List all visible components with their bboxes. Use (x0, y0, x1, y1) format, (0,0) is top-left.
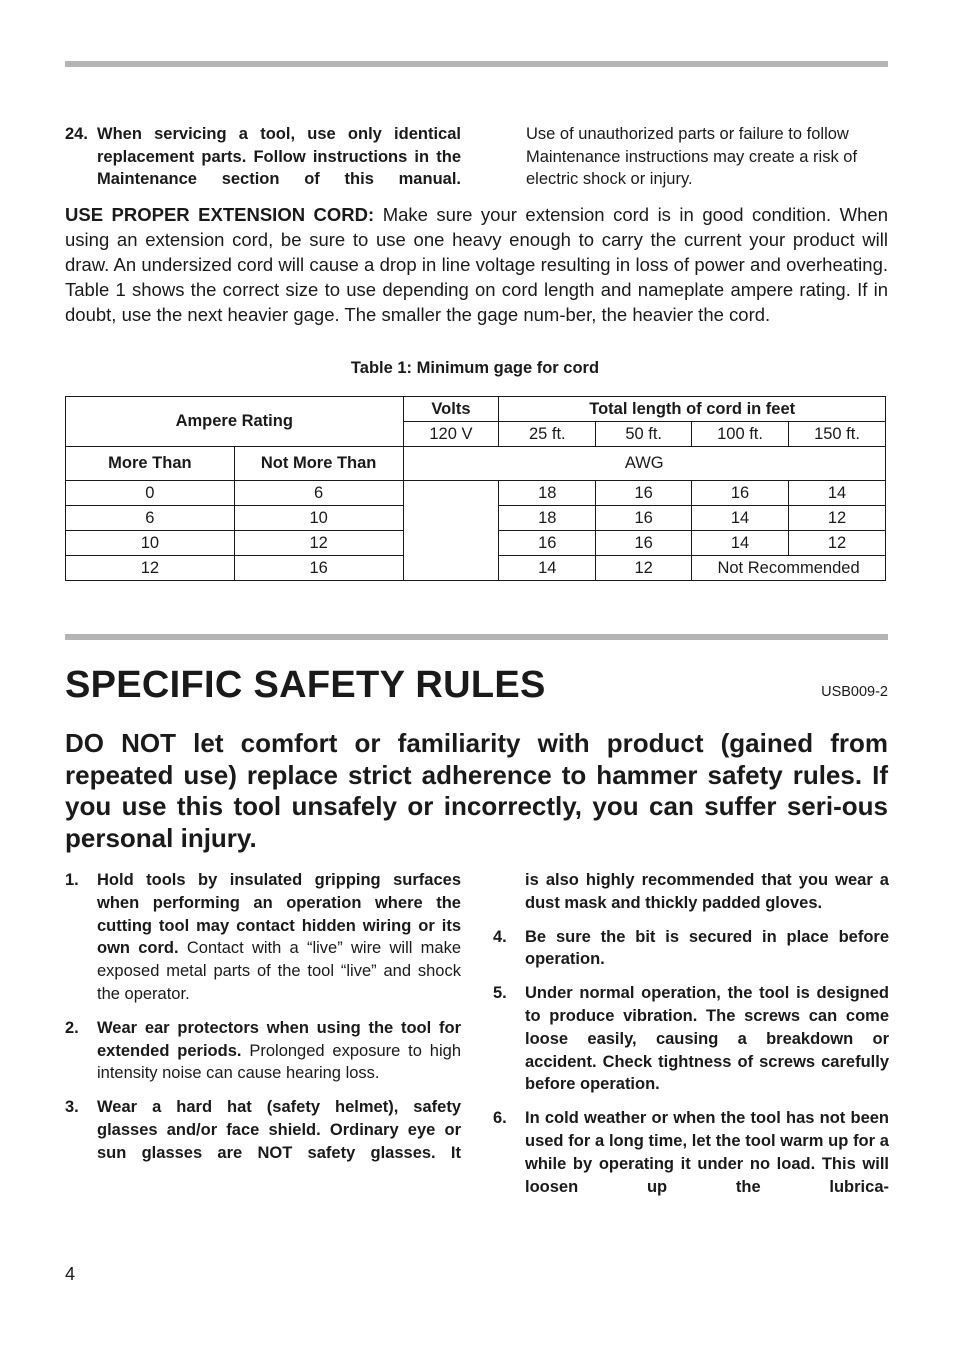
rule-item-4 (493, 926, 889, 972)
rule-bold-text: Be sure the bit is secured in place before operation. (525, 927, 889, 969)
header-ampere-rating: Ampere Rating (66, 397, 404, 447)
rule-item-5 (493, 982, 889, 1096)
cell-g50: 16 (596, 531, 692, 556)
cell-not-more: 10 (234, 506, 403, 531)
extension-heading: USE PROPER EXTENSION CORD: (65, 204, 375, 225)
awg-label: AWG (403, 447, 886, 481)
cell-g25: 18 (499, 481, 596, 506)
rule-item-24 (65, 123, 461, 191)
section-title: SPECIFIC SAFETY RULES (65, 664, 546, 706)
page-number: 4 (65, 1264, 76, 1284)
cell-g50: 16 (596, 481, 692, 506)
cell-g100: 16 (692, 481, 789, 506)
gage-table (65, 396, 886, 581)
cell-g150: 12 (789, 506, 886, 531)
cell-more: 10 (66, 531, 235, 556)
rules-column-right (493, 869, 889, 1209)
item-number: 24. (65, 125, 88, 143)
extension-text: Make sure your extension cord is in good condition. When using an extension cord, be sure to use one heavy enough to carry the current your product will draw. An undersized cord will cause a drop in line voltage resulting in loss of power and overheating. Table 1 shows the correct size to use depending on cord length and nameplate ampere rating. If in doubt, use the next heavier gage. The smaller the gage num-ber, the heavier the cord. (65, 204, 888, 325)
item-24-continuation: Use of unauthorized parts or failure to follow Maintenance instructions may create a risk of electric shock or injury. (526, 125, 858, 188)
table-caption: Table 1: Minimum gage for cord (350, 359, 600, 377)
safety-warning: DO NOT let comfort or familiarity with product (gained from repeated use) replace strict adherence to hammer safety rules. If you use this tool unsafely or incorrectly, you can suffer seri-ous personal injury. (65, 728, 888, 853)
rule-bold-text: Under normal operation, the tool is designed to produce vibration. The screws can come loose easily, causing a breakdown or accident. Check tightness of screws carefully before operation. (525, 984, 889, 1094)
cell-not-more: 12 (234, 531, 403, 556)
item-bold-text: When servicing a tool, use only identical replacement parts. Follow instructions in the Maintenance section of this manual. (97, 125, 461, 188)
cell-more: 6 (66, 506, 235, 531)
item-number: 1. (65, 871, 79, 889)
header-length: Total length of cord in feet (499, 397, 886, 422)
cell-not-recommended: Not Recommended (692, 556, 886, 581)
cell-not-more: 6 (234, 481, 403, 506)
rule-item-2 (65, 1017, 461, 1085)
cell-g25: 14 (499, 556, 596, 581)
item-number: 5. (493, 984, 507, 1003)
rules-column-left (65, 869, 461, 1176)
rule-normal-text: Contact with a “live” wire will make exposed metal parts of the tool “live” and shock the operator. (97, 939, 462, 1003)
section-code: USB009-2 (821, 684, 888, 700)
extension-cord-paragraph (65, 202, 888, 327)
cell-g25: 18 (499, 506, 596, 531)
item-number: 3. (65, 1098, 79, 1117)
cell-g50: 16 (596, 506, 692, 531)
item-number: 6. (493, 1109, 507, 1128)
item-number: 2. (65, 1018, 79, 1037)
rule-bold-text: Wear a hard hat (safety helmet), safety glasses and/or face shield. Ordinary eye or sun glasses are NOT safety glasses. It (97, 1098, 461, 1162)
col-more-than: More Than (66, 447, 235, 481)
section-divider (65, 634, 888, 640)
table-row (66, 481, 886, 506)
cell-g50: 12 (596, 556, 692, 581)
col-not-more-than: Not More Than (234, 447, 403, 481)
rule-item-6 (493, 1107, 889, 1198)
cell-more: 12 (66, 556, 235, 581)
rule-item-3 (65, 1096, 461, 1164)
length-100: 100 ft. (692, 422, 789, 447)
cell-more: 0 (66, 481, 235, 506)
rule-bold-text: Wear ear protectors when using the tool for extended periods. (97, 1018, 461, 1060)
header-volts: Volts (403, 397, 499, 422)
length-50: 50 ft. (596, 422, 692, 447)
length-25: 25 ft. (499, 422, 596, 447)
cell-volts-blank (403, 481, 499, 581)
rule-bold-text: Hold tools by insulated gripping surfaces when performing an operation where the cutting tool may contact hidden wiring or its own cord. (97, 871, 461, 958)
rule-3-continuation: is also highly recommended that you wear a dust mask and thickly padded gloves. (525, 871, 889, 912)
cell-g100: 14 (692, 506, 789, 531)
cell-g150: 14 (789, 481, 886, 506)
cell-g150: 12 (789, 531, 886, 556)
length-150: 150 ft. (789, 422, 886, 447)
item-number: 4. (493, 927, 507, 946)
cell-not-more: 16 (234, 556, 403, 581)
cell-g25: 16 (499, 531, 596, 556)
top-divider (65, 61, 888, 67)
rule-item-1 (65, 869, 461, 1006)
volts-value: 120 V (403, 422, 499, 447)
rule-normal-text: Prolonged exposure to high intensity noise can cause hearing loss. (97, 1041, 461, 1083)
cell-g100: 14 (692, 531, 789, 556)
rule-bold-text: In cold weather or when the tool has not been used for a long time, let the tool warm up for a while by operating it under no load. This will loosen up the lubrica- (525, 1109, 889, 1196)
